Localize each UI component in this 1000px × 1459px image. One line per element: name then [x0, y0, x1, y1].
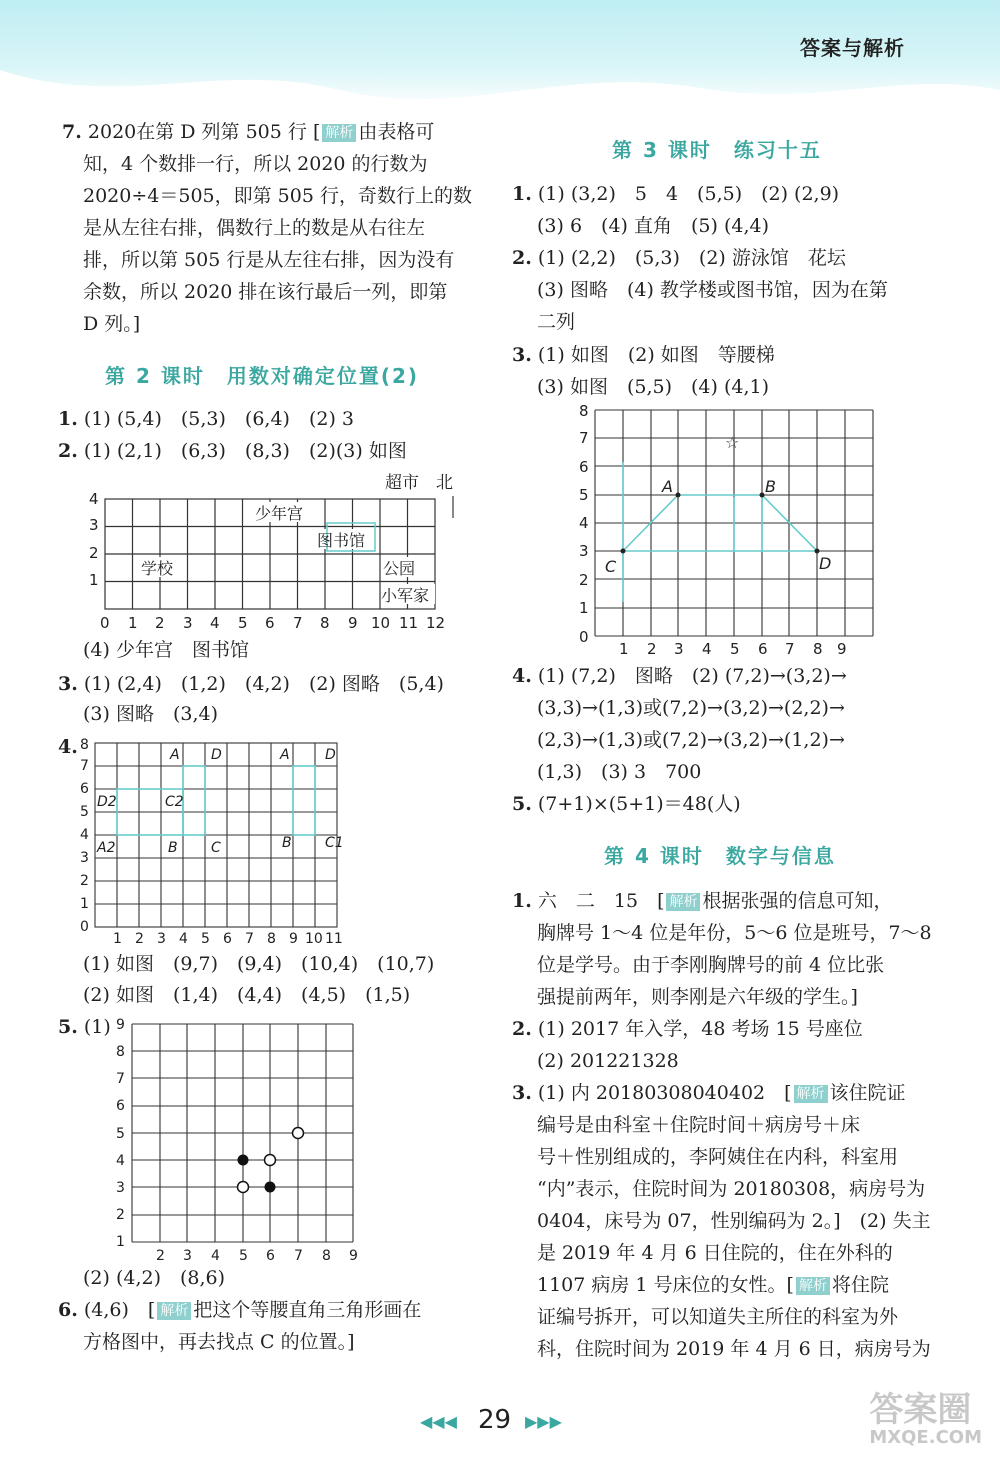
svg-text:公园: 公园 — [383, 559, 416, 578]
r4-q3-3: 号＋性别组成的，李阿姨住在内科，科室用 — [537, 1146, 899, 1168]
r4-q1-1: 1. 六 二 15 [ 解析 根据张强的信息可知， — [512, 890, 893, 912]
svg-text:C: C — [605, 557, 617, 576]
svg-text:5: 5 — [239, 1248, 248, 1264]
svg-text:8: 8 — [267, 931, 276, 947]
q4-grid — [75, 735, 365, 950]
svg-text:1: 1 — [113, 931, 122, 947]
white-stone-icon — [293, 1128, 304, 1139]
svg-text:6: 6 — [266, 1248, 275, 1264]
l-q5-num: 5. (1) — [58, 1016, 111, 1038]
svg-text:D: D — [819, 554, 832, 573]
svg-text:5: 5 — [201, 931, 210, 947]
l-q3-2: (3) 图略 (3,4) — [83, 703, 218, 725]
section-title-4: 第 4 课时 数字与信息 — [604, 844, 836, 868]
svg-text:D: D — [211, 747, 222, 763]
svg-text:5: 5 — [238, 614, 248, 632]
svg-text:3: 3 — [183, 1248, 192, 1264]
svg-text:0: 0 — [579, 628, 589, 646]
r4-q3-2: 编号是由科室＋住院时间＋病房号＋床 — [537, 1114, 861, 1136]
svg-text:6: 6 — [579, 458, 589, 476]
l-q5-after: (2) (4,2) (8,6) — [83, 1267, 226, 1289]
svg-text:6: 6 — [80, 781, 89, 797]
svg-text:2: 2 — [155, 614, 165, 632]
r-q3-2: (3) 如图 (5,5) (4) (4,1) — [537, 376, 769, 398]
l-q4-2: (2) 如图 (1,4) (4,4) (4,5) (1,5) — [83, 984, 411, 1006]
svg-text:10: 10 — [305, 931, 323, 947]
analysis-tag: 解析 — [666, 893, 700, 911]
header-wave — [0, 60, 1000, 120]
svg-text:A: A — [280, 747, 290, 763]
svg-text:8: 8 — [813, 640, 823, 658]
svg-text:C: C — [211, 840, 221, 856]
svg-text:11: 11 — [399, 614, 419, 632]
svg-text:4: 4 — [80, 827, 89, 843]
analysis-tag: 解析 — [796, 1277, 830, 1295]
svg-text:3: 3 — [579, 542, 589, 560]
l-q4-1: (1) 如图 (9,7) (9,4) (10,4) (10,7) — [83, 953, 435, 975]
svg-text:5: 5 — [116, 1126, 125, 1142]
r4-q1-3: 位是学号。由于李刚胸牌号的前 4 位比张 — [537, 954, 885, 976]
white-stone-icon — [265, 1155, 276, 1166]
l-q4-num: 4. — [58, 736, 78, 758]
svg-text:9: 9 — [289, 931, 298, 947]
svg-text:4: 4 — [89, 490, 99, 508]
svg-text:8: 8 — [320, 614, 330, 632]
l-q6-2: 方格图中，再去找点 C 的位置。] — [83, 1331, 355, 1353]
r4-q2-2: (2) 201221328 — [537, 1050, 679, 1072]
analysis-tag: 解析 — [794, 1085, 828, 1103]
svg-text:3: 3 — [80, 850, 89, 866]
svg-text:A: A — [662, 477, 673, 496]
svg-text:9: 9 — [837, 640, 847, 658]
svg-text:4: 4 — [179, 931, 188, 947]
r4-q3-7: 1107 病房 1 号床位的女性。[ 解析 将住院 — [537, 1274, 889, 1296]
r4-q3-8: 证编号拆开，可以知道失主所住的科室为外 — [537, 1306, 899, 1328]
q3-trapezoid-grid — [575, 402, 880, 660]
svg-text:9: 9 — [349, 1248, 358, 1264]
svg-text:10: 10 — [371, 614, 391, 632]
svg-text:3: 3 — [116, 1180, 125, 1196]
svg-text:1: 1 — [89, 571, 99, 589]
svg-text:2: 2 — [156, 1248, 165, 1264]
r-q4-1: 4. (1) (7,2) 图略 (2) (7,2)→(3,2)→ — [512, 665, 847, 687]
r4-q3-1: 3. (1) 内 20180308040402 [ 解析 该住院证 — [512, 1082, 906, 1104]
svg-text:2: 2 — [116, 1207, 125, 1223]
white-stone-icon — [238, 1182, 249, 1193]
svg-text:B: B — [282, 835, 292, 851]
svg-text:A2: A2 — [97, 840, 116, 856]
svg-text:6: 6 — [265, 614, 275, 632]
svg-text:8: 8 — [579, 402, 589, 420]
svg-text:5: 5 — [730, 640, 740, 658]
page-number: 29 — [478, 1405, 512, 1435]
r4-q3-9: 科，住院时间为 2019 年 4 月 6 日，病房号为 — [537, 1338, 931, 1360]
svg-text:1: 1 — [619, 640, 629, 658]
r4-q3-4: “内”表示，住院时间为 20180308，病房号为 — [537, 1178, 926, 1200]
r-q2-2: (3) 图略 (4) 教学楼或图书馆，因为在第 — [537, 279, 888, 301]
l-q3-1: 3. (1) (2,4) (1,2) (4,2) (2) 图略 (5,4) — [58, 673, 444, 695]
svg-text:3: 3 — [89, 516, 99, 534]
l-q6-1: 6. (4,6) [ 解析 把这个等腰直角三角形画在 — [58, 1299, 422, 1321]
svg-text:7: 7 — [293, 614, 303, 632]
r4-q2-1: 2. (1) 2017 年入学，48 考场 15 号座位 — [512, 1018, 863, 1040]
svg-text:C2: C2 — [165, 794, 184, 810]
svg-text:12: 12 — [426, 614, 446, 632]
svg-text:3: 3 — [157, 931, 166, 947]
analysis-tag: 解析 — [157, 1302, 191, 1320]
svg-text:4: 4 — [116, 1153, 125, 1169]
r-q4-4: (1,3) (3) 3 700 — [537, 761, 702, 783]
svg-text:D: D — [325, 747, 336, 763]
svg-text:5: 5 — [80, 804, 89, 820]
r-q3-1: 3. (1) 如图 (2) 如图 等腰梯 — [512, 344, 775, 366]
l-q2: 2. (1) (2,1) (6,3) (8,3) (2)(3) 如图 — [58, 440, 407, 462]
svg-text:3: 3 — [183, 614, 193, 632]
svg-text:图书馆: 图书馆 — [317, 531, 366, 550]
svg-text:小军家: 小军家 — [381, 586, 430, 605]
svg-text:1: 1 — [579, 599, 589, 617]
svg-text:9: 9 — [116, 1017, 125, 1033]
svg-text:1: 1 — [116, 1234, 125, 1250]
svg-text:8: 8 — [322, 1248, 331, 1264]
svg-text:11: 11 — [325, 931, 343, 947]
svg-text:1: 1 — [128, 614, 138, 632]
section-title-3: 第 3 课时 练习十五 — [612, 138, 822, 162]
svg-text:2: 2 — [579, 571, 589, 589]
svg-text:9: 9 — [348, 614, 358, 632]
r4-q3-5: 0404，床号为 07，性别编码为 2。] (2) 失主 — [537, 1210, 931, 1232]
r4-q1-4: 强提前两年，则李刚是六年级的学生。] — [537, 986, 858, 1008]
svg-text:2: 2 — [89, 544, 99, 562]
svg-text:4: 4 — [702, 640, 712, 658]
svg-text:A: A — [170, 747, 180, 763]
svg-text:6: 6 — [223, 931, 232, 947]
svg-text:少年宫: 少年宫 — [255, 504, 304, 523]
svg-text:D2: D2 — [97, 794, 117, 810]
svg-text:7: 7 — [579, 429, 589, 447]
r-q1-2: (3) 6 (4) 直角 (5) (4,4) — [537, 215, 769, 237]
svg-text:5: 5 — [579, 486, 589, 504]
r-q4-3: (2,3)→(1,3)或(7,2)→(3,2)→(1,2)→ — [537, 729, 845, 751]
svg-text:C1: C1 — [325, 835, 344, 851]
svg-text:7: 7 — [785, 640, 795, 658]
svg-text:7: 7 — [80, 758, 89, 774]
q7-line1: 7. 2020在第 D 列第 505 行 [ 解析 由表格可 — [62, 121, 435, 143]
star-icon: ☆ — [725, 433, 740, 452]
svg-text:4: 4 — [211, 1248, 220, 1264]
l-q1: 1. (1) (5,4) (5,3) (6,4) (2) 3 — [58, 408, 355, 430]
svg-text:2: 2 — [647, 640, 657, 658]
svg-text:学校: 学校 — [141, 559, 174, 578]
r-q5: 5. (7+1)×(5+1)＝48(人) — [512, 793, 741, 815]
north-label: 超市 北 — [385, 473, 453, 493]
svg-text:0: 0 — [100, 614, 110, 632]
q2-map-grid — [75, 466, 475, 638]
r4-q3-6: 是 2019 年 4 月 6 日住院的，住在外科的 — [537, 1242, 893, 1264]
svg-text:1: 1 — [80, 896, 89, 912]
header-title: 答案与解析 — [800, 36, 905, 60]
q7-line7: D 列。] — [83, 313, 141, 335]
svg-text:8: 8 — [116, 1044, 125, 1060]
next-arrow-icon: ▶▶▶ — [525, 1412, 562, 1431]
svg-text:7: 7 — [294, 1248, 303, 1264]
prev-arrow-icon: ◀◀◀ — [420, 1412, 457, 1431]
svg-text:6: 6 — [116, 1098, 125, 1114]
q7-line3: 2020÷4＝505，即第 505 行，奇数行上的数 — [83, 185, 472, 207]
svg-text:0: 0 — [80, 919, 89, 935]
svg-text:2: 2 — [135, 931, 144, 947]
svg-text:B: B — [168, 840, 178, 856]
l-q2-after: (4) 少年宫 图书馆 — [83, 639, 249, 661]
r4-q1-2: 胸牌号 1～4 位是年份，5～6 位是班号，7～8 — [537, 922, 932, 944]
q7-line5: 排，所以第 505 行是从左往右排，因为没有 — [83, 249, 455, 271]
svg-text:3: 3 — [674, 640, 684, 658]
svg-text:8: 8 — [80, 737, 89, 753]
svg-text:4: 4 — [210, 614, 220, 632]
svg-text:4: 4 — [579, 514, 589, 532]
r-q2-1: 2. (1) (2,2) (5,3) (2) 游泳馆 花坛 — [512, 247, 846, 269]
svg-text:7: 7 — [245, 931, 254, 947]
analysis-tag: 解析 — [322, 124, 356, 142]
watermark: 答案圈 MXQE.COM — [869, 1390, 982, 1448]
svg-text:7: 7 — [116, 1071, 125, 1087]
black-stone-icon — [265, 1182, 276, 1193]
q7-line2: 知，4 个数排一行，所以 2020 的行数为 — [83, 153, 428, 175]
svg-text:6: 6 — [758, 640, 768, 658]
q7-line4: 是从左往右排，偶数行上的数是从右往左 — [83, 217, 426, 239]
r-q4-2: (3,3)→(1,3)或(7,2)→(3,2)→(2,2)→ — [537, 697, 845, 719]
r-q1-1: 1. (1) (3,2) 5 4 (5,5) (2) (2,9) — [512, 183, 840, 205]
q7-line6: 余数，所以 2020 排在该行最后一列，即第 — [83, 281, 448, 303]
svg-text:2: 2 — [80, 873, 89, 889]
black-stone-icon — [238, 1155, 249, 1166]
r-q2-3: 二列 — [537, 311, 576, 333]
svg-text:B: B — [765, 477, 776, 496]
q5-board — [112, 1015, 367, 1265]
section-title-2: 第 2 课时 用数对确定位置(2) — [105, 364, 420, 388]
